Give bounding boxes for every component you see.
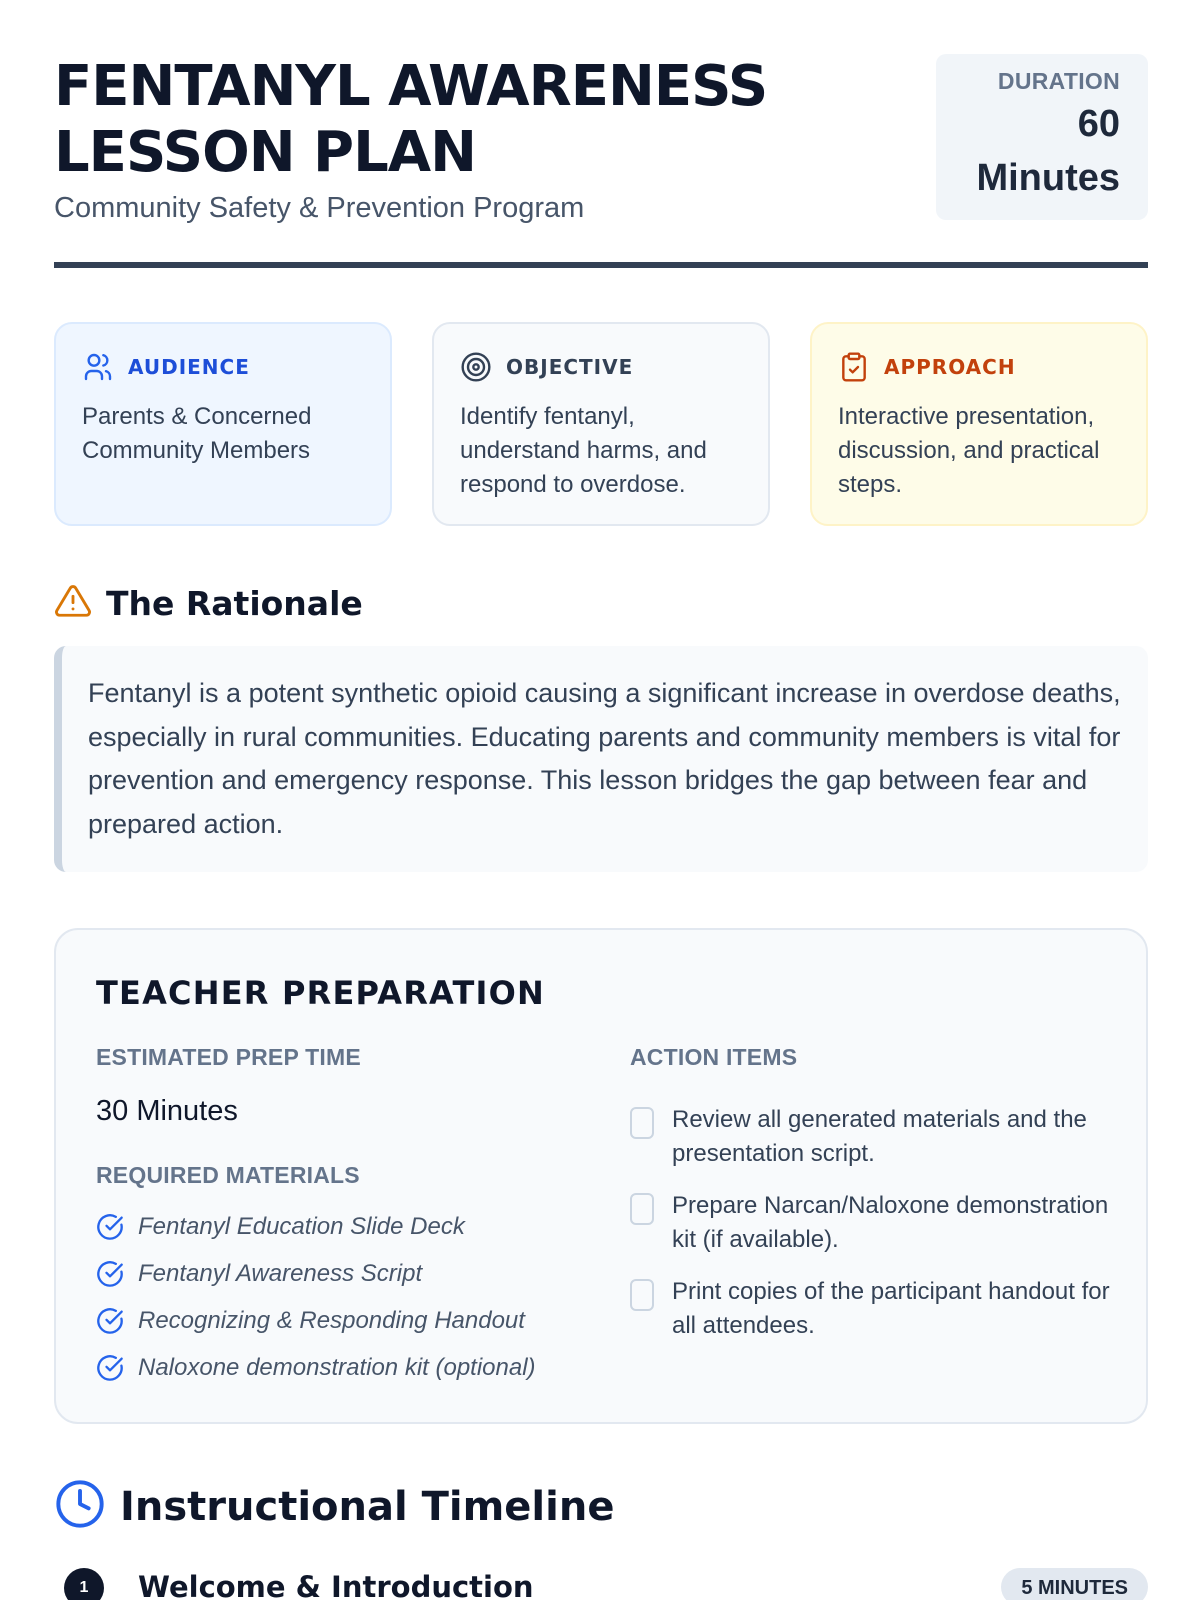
approach-card — [810, 322, 1148, 526]
action-items-label: ACTION ITEMS — [630, 1044, 798, 1070]
material-text: Fentanyl Awareness Script — [138, 1259, 423, 1287]
action-items-list — [630, 1103, 1120, 1343]
users-icon — [82, 351, 114, 383]
objective-card — [432, 322, 770, 526]
materials-list — [96, 1203, 576, 1391]
clipboard-check-icon — [838, 351, 870, 383]
materials-label: REQUIRED MATERIALS — [96, 1162, 360, 1188]
action-text: Prepare Narcan/Naloxone demonstration kit (if available). — [672, 1192, 1109, 1253]
prep-left-column — [96, 1044, 576, 1391]
objective-label: OBJECTIVE — [506, 355, 634, 379]
action-item — [630, 1103, 1120, 1171]
step-title: Welcome & Introduction — [138, 1570, 534, 1600]
page-title — [54, 54, 874, 186]
action-checkbox[interactable] — [630, 1279, 654, 1311]
check-circle-icon — [96, 1260, 124, 1288]
material-item — [96, 1250, 576, 1297]
timeline-title: Instructional Timeline — [120, 1483, 615, 1530]
material-text: Recognizing & Responding Handout — [138, 1306, 525, 1334]
approach-label: APPROACH — [884, 355, 1016, 379]
material-item — [96, 1203, 576, 1250]
page-subtitle: Community Safety & Prevention Program — [54, 192, 585, 224]
rationale-title: The Rationale — [106, 584, 363, 623]
action-item — [630, 1275, 1120, 1343]
prep-time-label: ESTIMATED PREP TIME — [96, 1044, 361, 1070]
title-line-2: LESSON PLAN — [54, 120, 476, 185]
prep-time-value: 30 Minutes — [96, 1095, 238, 1127]
material-item — [96, 1297, 576, 1344]
header — [54, 0, 1148, 268]
prep-right-column — [630, 1044, 1120, 1361]
step-number-badge: 1 — [64, 1568, 104, 1600]
audience-text: Parents & Concerned Community Members — [82, 403, 312, 464]
material-text: Fentanyl Education Slide Deck — [138, 1212, 465, 1240]
clock-icon — [54, 1478, 106, 1535]
header-divider — [54, 262, 1148, 268]
action-text: Print copies of the participant handout for all attendees. — [672, 1278, 1110, 1339]
teacher-preparation-panel — [54, 928, 1148, 1424]
action-checkbox[interactable] — [630, 1107, 654, 1139]
material-text: Naloxone demonstration kit (optional) — [138, 1353, 536, 1381]
audience-label: AUDIENCE — [128, 355, 250, 379]
action-checkbox[interactable] — [630, 1193, 654, 1225]
timeline-step — [54, 1568, 1148, 1600]
material-item — [96, 1344, 576, 1391]
approach-text: Interactive presentation, discussion, and practical steps. — [838, 403, 1100, 498]
action-item — [630, 1189, 1120, 1257]
check-circle-icon — [96, 1307, 124, 1335]
rationale-text: Fentanyl is a potent synthetic opioid causing a significant increase in overdose deaths, especially in rural communities. Educating parents and community members is vital for prevention and emergency response. This lesson bridges the gap between fear and prepared action. — [88, 678, 1121, 839]
audience-card — [54, 322, 392, 526]
duration-value — [936, 97, 1120, 205]
step-duration-badge: 5 MINUTES — [1001, 1568, 1148, 1600]
warning-triangle-icon — [54, 582, 92, 625]
info-cards — [54, 322, 1148, 526]
check-circle-icon — [96, 1213, 124, 1241]
check-circle-icon — [96, 1354, 124, 1382]
objective-text: Identify fentanyl, understand harms, and respond to overdose. — [460, 403, 707, 498]
action-text: Review all generated materials and the presentation script. — [672, 1106, 1087, 1167]
teacher-prep-title: TEACHER PREPARATION — [96, 974, 546, 1012]
duration-badge — [936, 54, 1148, 220]
duration-unit: Minutes — [976, 157, 1120, 199]
lesson-plan-page — [54, 0, 1148, 1600]
duration-number: 60 — [1077, 103, 1120, 145]
rationale-heading — [54, 582, 363, 625]
title-line-1: FENTANYL AWARENESS — [54, 54, 768, 119]
duration-label: DURATION — [997, 68, 1120, 94]
rationale-quote — [54, 646, 1148, 872]
target-icon — [460, 351, 492, 383]
timeline-heading — [54, 1478, 614, 1535]
